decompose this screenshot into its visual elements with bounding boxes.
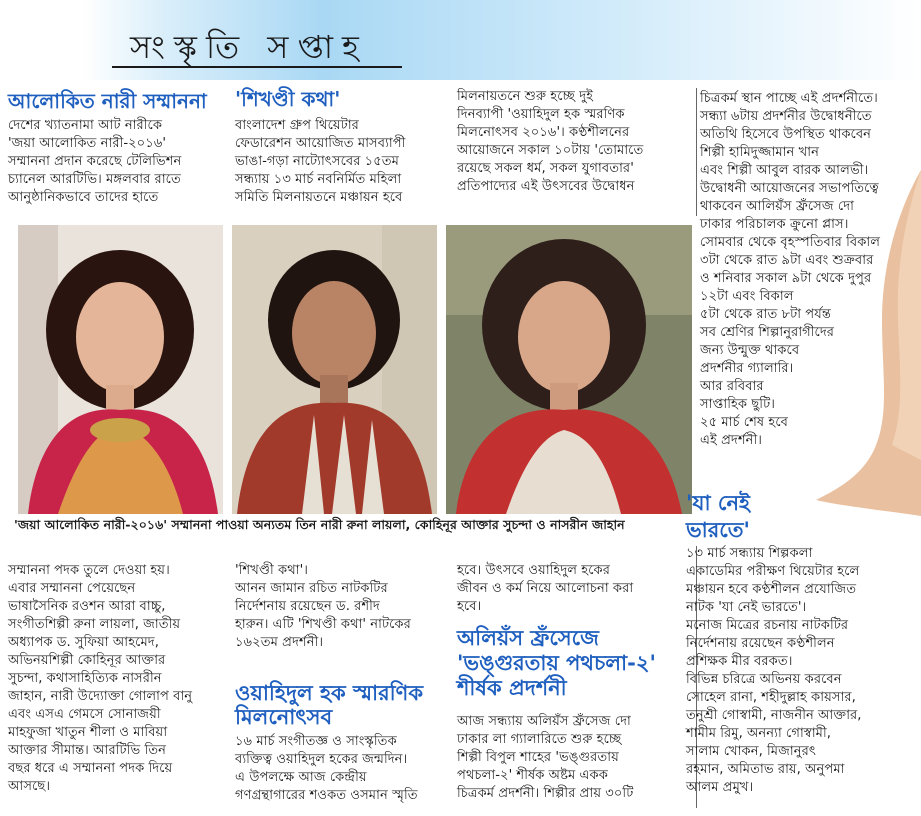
- headline-alliance-exhibition: অলিয়ঁস ফ্রঁসেজে 'ভঙ্গুরতায় পথচলা-২' শীর্ষক প্রদর্শনী: [457, 626, 656, 701]
- col3-bottom-text2: আজ সন্ধ্যায় অলিয়ঁস ফ্রঁসেজ দো ঢাকার লা গ্যালারিতে শুরু হচ্ছে শিল্পী বিপুল শাহের 'ভঙ্গুরতায় পথচলা-২' শীর্ষক অষ্টম একক চিত্রকর্ম প্রদর্শনী। শিল্পীর প্রায় ৩০টি: [457, 714, 634, 801]
- col2-top-text: বাংলাদেশ গ্রুপ থিয়েটার ফেডারেশন আয়োজিত মাসব্যাপী ভাঙা-গড়া নাট্যোৎসবের ১৫তম সন্ধ্যায় ১৩ মার্চ নবনির্মিত মহিলা সমিতি মিলনায়তনে মঞ্চায়ন হবে: [235, 118, 406, 205]
- col3-bottom-text: হবে। উৎসবে ওয়াহিদুল হকের জীবন ও কর্ম নিয়ে আলোচনা করা হবে।: [457, 563, 634, 614]
- portrait-photo-icon: [18, 225, 223, 514]
- runa-laila-photo: [18, 225, 223, 514]
- col2-bottom-text: 'শিখণ্ডী কথা'। আনন জামান রচিত নাটকটির নির্দেশনায় রয়েছেন ড. রশীদ হারুন। এটি 'শিখণ্ডী কথা' নাটকের ১৬২তম প্রদর্শনী।: [235, 563, 411, 650]
- section-title: সংস্কৃতি সপ্তাহ: [130, 28, 368, 66]
- banner-underline: [112, 66, 402, 68]
- col4-top-text: চিত্রকর্ম স্থান পাচ্ছে এই প্রদর্শনীতে। সন্ধ্যা ৬টায় প্রদর্শনীর উদ্বোধনীতে অতিথি হিসেবে উপস্থিত থাকবেন শিল্পী হামিদুজ্জামান খান এবং শিল্পী আবুল বারক আলভী। উদ্বোধনী আয়োজনের সভাপতিত্বে থাকবেন আলিয়ঁস ফ্রঁসেজ দো ঢাকার পরিচালক ক্রুনো প্লাস। সোমবার থেকে বৃহস্পতিবার বিকাল ৩টা থেকে রাত ৯টা এবং শুক্রবার ও শনিবার সকাল ৯টা থেকে দুপুর ১২টা এবং বিকাল ৫টা থেকে রাত ৮টা পর্যন্ত সব শ্রেণির শিল্পানুরাগীদের জন্য উন্মুক্ত থাকবে প্রদর্শনীর গ্যালারি। আর রবিবার সাপ্তাহিক ছুটি। ২৫ মার্চ শেষ হবে এই প্রদর্শনী।: [700, 91, 881, 448]
- portrait-photo-icon: [232, 225, 437, 514]
- col4-bottom-text: ১৩ মার্চ সন্ধ্যায় শিল্পকলা একাডেমির পরীক্ষণ থিয়েটার হলে মঞ্চায়ন হবে কণ্ঠশীলন প্রযোজিত নাটক 'যা নেই ভারতে'। মনোজ মিত্রের রচনায় নাটকটির নির্দেশনায় রয়েছেন কণ্ঠশীলন প্রশিক্ষক মীর বরকত। বিভিন্ন চরিত্রে অভিনয় করবেন সোহেল রানা, শহীদুল্লাহ কায়সার, তনুশ্রী গোস্বামী, নাজনীন আক্তার, শামীম রিমু, অনন্যা গোস্বামী, সালাম খোকন, মিজানুরৎ রহমান, অমিতাভ রায়, অনুপমা আলম প্রমুখ।: [686, 546, 862, 795]
- headline-aloकित-nari: আলোকিত নারী সম্মাননা: [8, 89, 207, 113]
- col1-top-text: দেশের খ্যাতনামা আট নারীকে 'জয়া আলোকিত নারী-২০১৬' সম্মাননা প্রদান করেছে টেলিভিশন চ্যানেল আরটিভি। মঙ্গলবার রাতে আনুষ্ঠানিকভাবে তাদের হাতে: [8, 118, 182, 205]
- col1-bottom-text: সম্মাননা পদক তুলে দেওয়া হয়। এবার সম্মাননা পেয়েছেন ভাষাসৈনিক রওশন আরা বাচ্চু, সংগীতশিল্পী রুনা লায়লা, জাতীয় অধ্যাপক ড. সুফিয়া আহমেদ, অভিনয়শিল্পী কোহিনূর আক্তার সুচন্দা, কথাসাহিত্যিক নাসরীন জাহান, নারী উদ্যোক্তা গোলাপ বানু এবং এসএ গেমসে সোনাজয়ী মাহফুজা খাতুন শীলা ও মাবিয়া আক্তার সীমান্ত। আরটিভি তিন বছর ধরে এ সম্মাননা পদক দিয়ে আসছে।: [8, 563, 193, 794]
- headline-shikhandi-katha: 'শিখণ্ডী কথা': [235, 87, 341, 111]
- headline-ja-nei-bharate: 'যা নেই ভারতে': [686, 491, 750, 542]
- nasreen-jahan-photo: [446, 225, 692, 514]
- photo-caption: 'জয়া আলোকিত নারী-২০১৬' সম্মাননা পাওয়া অন্যতম তিন নারী রুনা লায়লা, কোহিনূর আক্তার সুচন্দা ও নাসরীন জাহান: [14, 517, 625, 532]
- headline-wahidul-haque-milonotsob: ওয়াহিদুল হক স্মারণিক মিলনোৎসব: [235, 681, 424, 730]
- kohinoor-akhter-suchanda-photo: [232, 225, 437, 514]
- col3-top-text: মিলনায়তনে শুরু হচ্ছে দুই দিনব্যাপী 'ওয়াহিদুল হক স্মরণিক মিলনোৎসব ২০১৬'। কণ্ঠশীলনের আয়োজনে সকাল ১০টায় 'তোমাতে রয়েছে সকল ধর্ম, সকল যুগাবতার' প্রতিপাদ্যের এই উৎসবের উদ্বোধন: [457, 89, 644, 194]
- portrait-photo-icon: [446, 225, 692, 514]
- col2-bottom-text2: ১৬ মার্চ সংগীতজ্ঞ ও সাংস্কৃতিক ব্যক্তিত্ব ওয়াহিদুল হকের জন্মদিন। এ উপলক্ষে আজ কেন্দ্রীয় গণগ্রন্থাগারের শওকত ওসমান স্মৃতি: [235, 734, 418, 803]
